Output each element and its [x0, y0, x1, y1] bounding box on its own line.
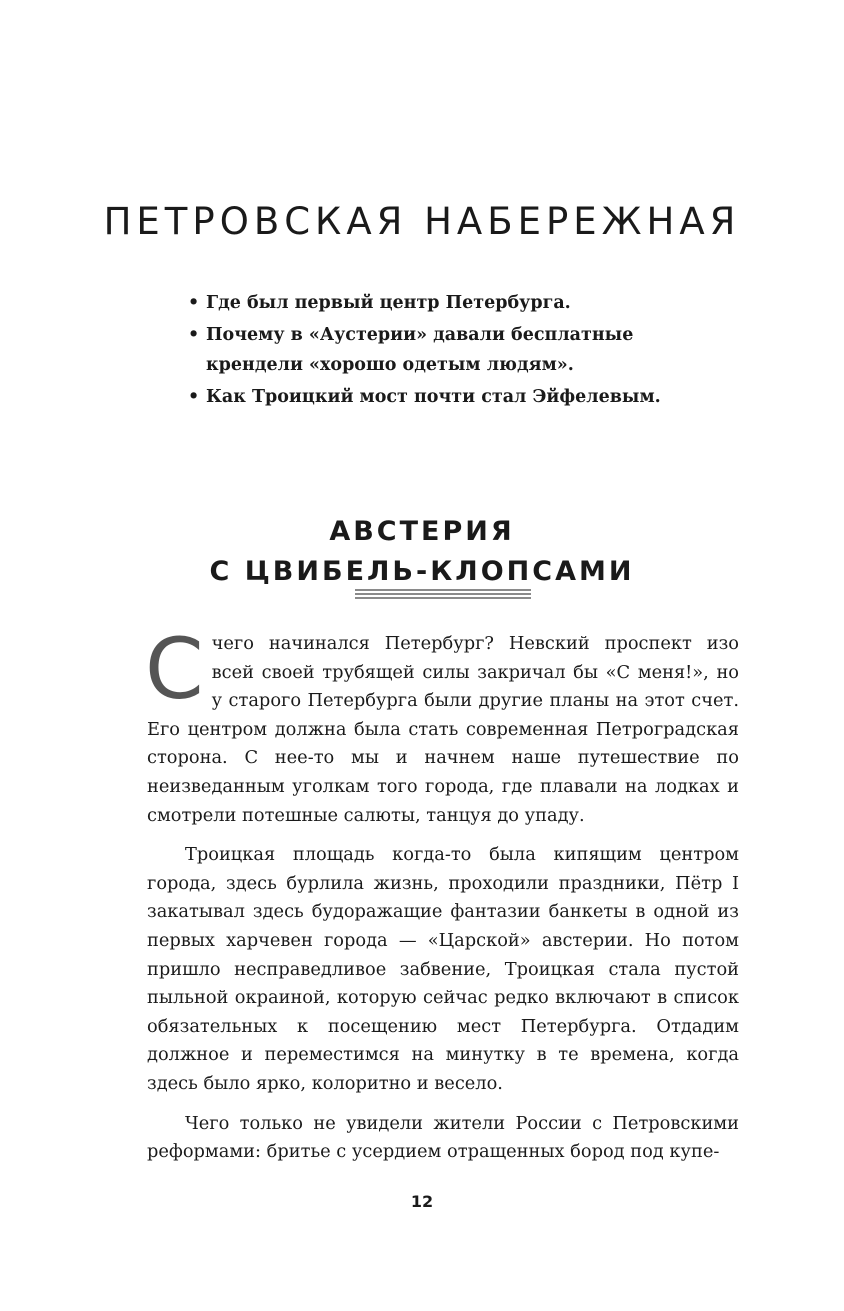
- body-text: [145, 620, 739, 1178]
- list-item: [188, 382, 728, 412]
- paragraph-1-text: чего начинался Петербург? Невский проспект изо всей своей трубящей силы закричал бы «С меня!», но у старого Петербурга были другие планы на этот счет. Его центром должна была стать современная Петроградская сторона. С нее-то мы и начнем наше путешествие по неизведанным уголкам того города, где плавали на лодках и смотрели потешные салюты, танцуя до упаду.: [147, 633, 739, 826]
- list-item: [188, 288, 728, 318]
- page-number: 12: [410, 1192, 434, 1211]
- paragraph-3: Чего только не увидели жители России с Петровскими реформами: бритье с усердием отращенных бород под купе-: [147, 1112, 739, 1163]
- list-item-text: Почему в «Аустерии» давали бесплатные крендели «хорошо одетым людям».: [206, 325, 634, 375]
- paragraph-2: Троицкая площадь когда-то была кипящим центром города, здесь бурлила жизнь, проходили праздники, Пётр I закатывал здесь будоражащие фантазии банкеты в одной из первых харчевен города — «Царской» австерии. Но потом пришло несправедливое забвение, Троицкая стала пустой пыльной окраиной, которую сейчас редко включают в список обязательных к посещению мест Петербурга. Отдадим должное и переместимся на минутку в те времена, когда здесь было ярко, колоритно и весело.: [147, 844, 739, 1094]
- section-title-line-1: АВСТЕРИЯ: [329, 516, 515, 547]
- drop-cap: С: [145, 620, 204, 718]
- list-item: [188, 320, 728, 380]
- list-item-text: Как Троицкий мост почти стал Эйфелевым.: [206, 387, 661, 407]
- chapter-summary-list: [188, 288, 728, 414]
- section-title-line-2: С ЦВИБЕЛЬ-КЛОПСАМИ: [209, 556, 635, 587]
- bullet-icon: •: [188, 293, 200, 313]
- chapter-title: ПЕТРОВСКАЯ НАБЕРЕЖНАЯ: [103, 200, 741, 243]
- bullet-icon: •: [188, 325, 200, 345]
- list-item-text: Где был первый центр Петербурга.: [206, 293, 571, 313]
- bullet-icon: •: [188, 387, 200, 407]
- section-divider-ornament: [355, 589, 531, 601]
- section-title: [0, 512, 844, 592]
- paragraph-1: [145, 620, 739, 830]
